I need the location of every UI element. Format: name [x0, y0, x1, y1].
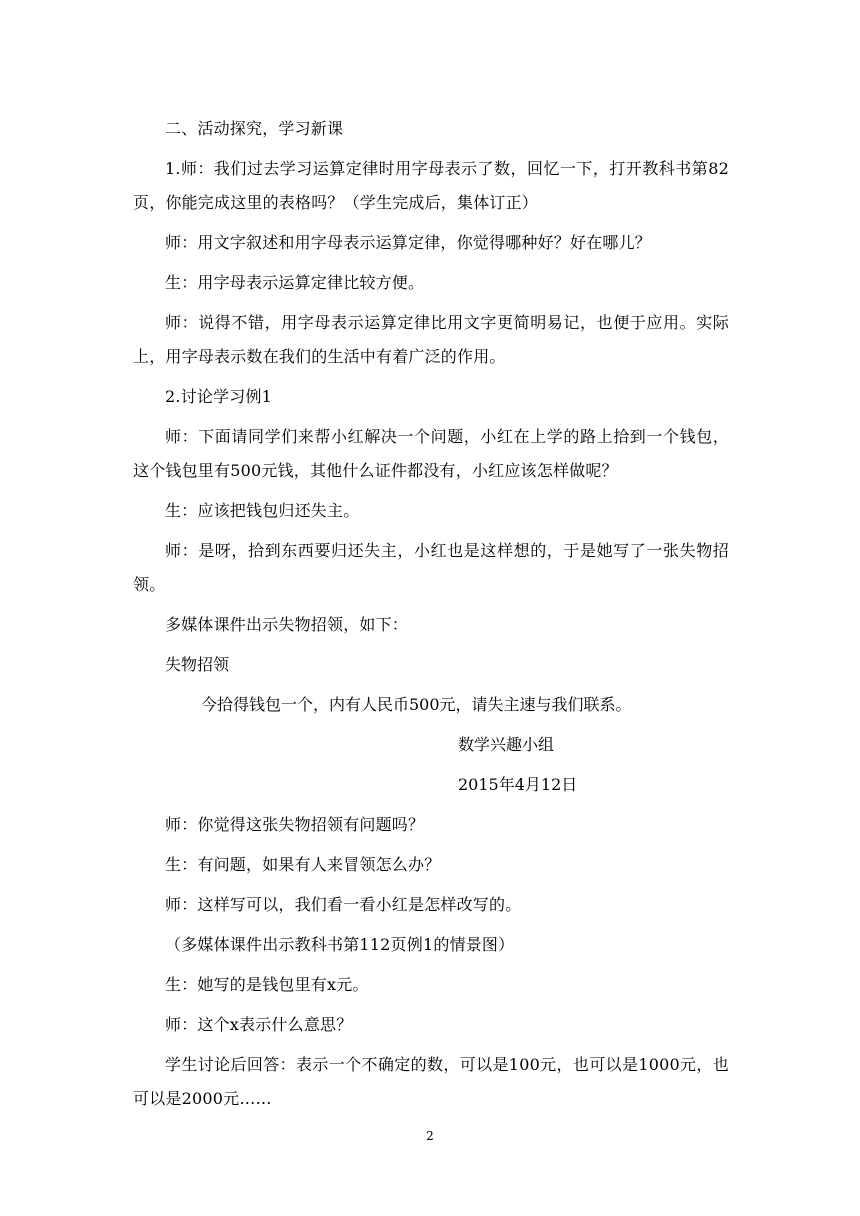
paragraph: （多媒体课件出示教科书第112页例1的情景图） [165, 935, 515, 954]
paragraph: 1.师：我们过去学习运算定律时用字母表示了数，回忆一下，打开教科书第82页，你能完成这里的表格吗？（学生完成后，集体订正） [133, 159, 729, 212]
document-body [133, 112, 729, 1122]
notice-body: 今拾得钱包一个，内有人民币500元，请失主速与我们联系。 [201, 695, 632, 714]
lost-found-notice [133, 648, 729, 802]
page-number: 2 [426, 1129, 434, 1143]
paragraph: 生：有问题，如果有人来冒领怎么办？ [165, 855, 441, 874]
notice-title: 失物招领 [165, 655, 230, 674]
paragraph: 师：是呀，拾到东西要归还失主，小红也是这样想的，于是她写了一张失物招领。 [133, 541, 729, 594]
subsection-heading: 2.讨论学习例1 [165, 387, 273, 406]
paragraph: 师：这样写可以，我们看一看小红是怎样改写的。 [165, 895, 522, 914]
paragraph: 多媒体课件出示失物招领，如下： [165, 615, 409, 634]
notice-date: 2015年4月12日 [458, 775, 578, 794]
paragraph: 生：用字母表示运算定律比较方便。 [165, 273, 425, 292]
paragraph: 师：用文字叙述和用字母表示运算定律，你觉得哪种好？好在哪儿？ [165, 233, 652, 252]
section-heading: 二、活动探究，学习新课 [165, 119, 344, 138]
paragraph: 师：这个x表示什么意思？ [165, 1015, 353, 1034]
paragraph: 师：下面请同学们来帮小红解决一个问题，小红在上学的路上拾到一个钱包，这个钱包里有500元钱，其他什么证件都没有，小红应该怎样做呢？ [133, 427, 729, 480]
notice-signature: 数学兴趣小组 [458, 735, 555, 754]
paragraph: 师：你觉得这张失物招领有问题吗？ [165, 815, 425, 834]
paragraph: 生：应该把钱包归还失主。 [165, 501, 360, 520]
paragraph: 学生讨论后回答：表示一个不确定的数，可以是100元，也可以是1000元，也可以是2000元…… [133, 1055, 729, 1108]
paragraph: 生：她写的是钱包里有x元。 [165, 975, 369, 994]
paragraph: 师：说得不错，用字母表示运算定律比用文字更简明易记，也便于应用。实际上，用字母表示数在我们的生活中有着广泛的作用。 [133, 313, 729, 366]
